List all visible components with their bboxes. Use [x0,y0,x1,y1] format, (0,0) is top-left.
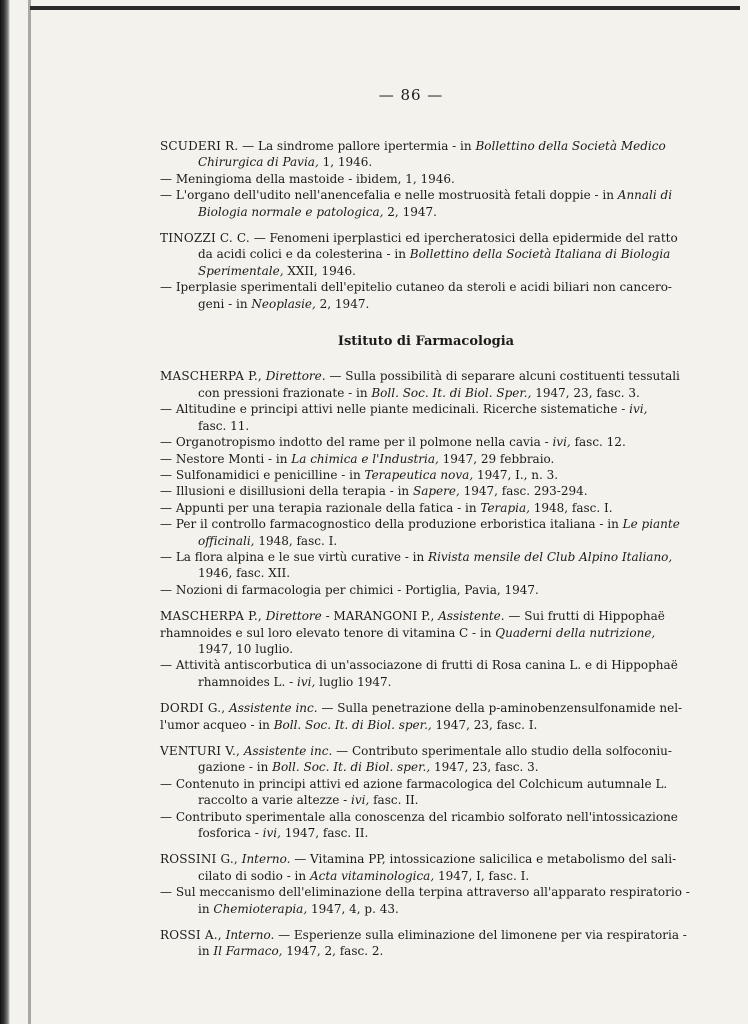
entry-tinozzi-1 [160,230,692,279]
journal-title: officinali, [198,533,255,548]
entry-text: — Sulfonamidici e penicilline - in [160,467,365,482]
entry-mascherpa-5 [160,467,692,483]
entry-mascherpa-6 [160,483,692,499]
entry-text: — Nestore Monti - in [160,451,292,466]
journal-title: Terapia, [480,500,530,515]
entry-mascherpa-4 [160,451,692,467]
citation: fasc. 12. [570,435,626,450]
entry-text: — Appunti per una terapia razionale della fatica - in [160,500,481,515]
journal-title: ivi, [629,402,648,417]
author-role: Assistente inc. [225,701,318,716]
citation: 1947, 2, fasc. 2. [282,944,384,959]
journal-title: Chirurgica di Pavia, [198,155,319,170]
citation: 2, 1947. [383,204,437,219]
entry-mascherpa-1 [160,368,692,401]
author-role: Interno. [237,852,291,867]
entry-text: — Meningioma della mastoide - ibidem, 1, 1946. [160,171,455,186]
entry-text: in [198,901,214,916]
author: ROSSINI G., [160,852,238,867]
author: ROSSI A., [160,928,222,943]
author-role: Direttore. [261,369,326,384]
citation: 1947, 29 febbraio. [438,451,555,466]
journal-title: Chemioterapia, [213,901,308,916]
citation: 1947, 23, fasc. 3. [531,385,640,400]
entry-text: — L'organo dell'udito nell'anencefalia e nelle mostruosità fetali doppie - in [160,188,618,203]
entry-scuderi-3 [160,187,692,220]
citation: XXII, 1946. [283,263,356,278]
author-role: Assistente inc. [240,744,333,758]
entry-text: — La flora alpina e le sue virtù curative - in [160,549,429,564]
journal-title: Quaderni della nutrizione, [495,625,656,640]
citation: 1947, fasc. II. [280,826,369,841]
entry-scuderi-2 [160,171,692,187]
entry-mascherpa-7 [160,500,692,516]
citation: 1947, 23, fasc. I. [431,717,538,732]
section-title: Istituto di Farmacologia [337,334,515,350]
author: TINOZZI C. C. [160,231,250,246]
citation: 1947, fasc. 293-294. [459,484,588,499]
page-number: — 86 — [378,86,444,104]
journal-title: Boll. Soc. It. di Biol. sper., [273,717,432,732]
citation: 1947, 10 luglio. [198,641,294,656]
journal-title: ivi, [297,674,316,689]
entry-text: gazione - in [198,760,273,775]
entry-rossini-1 [160,851,692,884]
journal-title: ivi, [262,826,281,841]
entry-text: — Sulla penetrazione della p-aminobenzensulfonamide nel- [317,701,683,716]
author-role: Direttore [261,609,322,624]
journal-title: Sperimentale, [198,263,284,278]
journal-title: Boll. Soc. It. di Biol. Sper., [371,385,532,400]
entry-text: in [198,944,214,959]
entry-venturi-1 [160,743,692,776]
entry-venturi-2 [160,776,692,809]
journal-title: Rivista mensile del Club Alpino Italiano, [428,549,673,564]
entry-text: geni - in [198,296,252,311]
entry-mascherpa-marangoni-1 [160,608,692,657]
top-edge-rule [30,6,740,10]
entry-text: — Sul meccanismo dell'eliminazione della terpina attraverso all'apparato respiratorio - [160,885,690,900]
entry-text: cilato di sodio - in [198,868,310,883]
journal-title: Neoplasie, [251,296,316,311]
entry-text: — Per il controllo farmacognostico della produzione erboristica italiana - in [160,517,623,532]
entry-text: — Contributo sperimentale alla conoscenza del ricambio solforato nell'intossicazione [160,809,678,824]
journal-title: ivi, [351,793,370,808]
journal-title: ivi, [552,435,571,450]
entry-mascherpa-8 [160,516,692,549]
citation: 1947, I., n. 3. [473,467,559,482]
journal-title: Sapere, [412,484,460,499]
journal-title: Terapeutica nova, [364,467,474,482]
journal-title: Bollettino della Società Italiana di Biologia [409,247,671,262]
citation: 1948, fasc. I. [529,500,613,515]
citation: 1946, fasc. XII. [198,566,291,581]
author: SCUDERI R. [160,139,239,153]
journal-title: Boll. Soc. It. di Biol. sper., [272,760,431,775]
author: VENTURI V., [160,744,241,758]
coauthor: - MARANGONI P., [321,609,439,624]
entry-text: da acidi colici e da colesterina - in [198,247,410,262]
citation: 2, 1947. [315,296,370,311]
journal-title: Le piante [622,517,680,532]
entry-rossi [160,927,692,960]
entry-mascherpa-marangoni-2 [160,657,692,690]
citation: fasc. 11. [198,418,250,433]
entry-text: — La sindrome pallore ipertermia - in [242,139,476,153]
entry-text: — Attività antiscorbutica di un'associazone di frutti di Rosa canina L. e di Hippophaë [160,658,678,673]
citation: 1947, 4, p. 43. [307,901,399,916]
entry-text: rhamnoides L. - [198,674,298,689]
entry-rossini-2 [160,884,692,917]
author-role: Interno. [221,928,275,943]
entry-tinozzi-2 [160,279,692,312]
entry-text: l'umor acqueo - in [160,717,274,732]
citation: 1947, 23, fasc. 3. [430,760,539,775]
entry-scuderi-1 [160,138,692,171]
author: DORDI G., [160,701,226,716]
bibliography [160,138,692,960]
entry-text: — Esperienze sulla eliminazione del limonene per via respiratoria - [274,928,687,943]
journal-title: Annali di [617,188,673,203]
entry-text: rhamnoides e sul loro elevato tenore di vitamina C - in [160,625,496,640]
entry-text: — Vitamina PP, intossicazione salicilica e metabolismo del sali- [290,852,677,867]
entry-text: — Fenomeni iperplastici ed ipercheratosici della epidermide del ratto [249,231,678,246]
entry-text: — Iperplasie sperimentali dell'epitelio cutaneo da steroli e acidi biliari non cancero- [160,280,672,295]
entry-text: — Contributo sperimentale allo studio della solfoconiu- [332,744,672,758]
entry-text: — Sulla possibilità di separare alcuni costituenti tessutali [325,369,680,384]
author: MASCHERPA P., [160,369,262,384]
citation: 1948, fasc. I. [254,533,338,548]
book-spine-shadow [0,0,10,1024]
entry-text: — Organotropismo indotto del rame per il polmone nella cavia - [160,435,553,450]
citation: 1947, I, fasc. I. [434,868,530,883]
entry-mascherpa-3 [160,434,692,450]
journal-title: Il Farmaco, [213,944,283,959]
entry-text: — Sui frutti di Hippophaë [504,609,665,624]
citation: 1, 1946. [318,155,373,170]
journal-title: Acta vitaminologica, [309,868,435,883]
journal-title: La chimica e l'Industria, [291,451,439,466]
entry-text: raccolto a varie altezze - [198,793,351,808]
author: MASCHERPA P., [160,609,262,624]
entry-text: — Contenuto in principi attivi ed azione farmacologica del Colchicum autumnale L. [160,776,668,791]
entry-text: — Altitudine e principi attivi nelle piante medicinali. Ricerche sistematiche - [160,402,630,417]
entry-venturi-3 [160,809,692,842]
entry-dordi [160,700,692,733]
page-edge-line [28,0,31,1024]
citation: luglio 1947. [315,674,392,689]
entry-text: con pressioni frazionate - in [198,385,372,400]
journal-title: Biologia normale e patologica, [198,204,384,219]
author-role: Assistente. [438,609,505,624]
entry-mascherpa-10 [160,582,692,598]
entry-text: fosforica - [198,826,263,841]
entry-mascherpa-9 [160,549,692,582]
entry-mascherpa-2 [160,401,692,434]
citation: fasc. II. [369,793,419,808]
entry-text: — Nozioni di farmacologia per chimici - Portiglia, Pavia, 1947. [160,582,539,597]
entry-text: — Illusioni e disillusioni della terapia - in [160,484,413,499]
journal-title: Bollettino della Società Medico [475,139,666,153]
